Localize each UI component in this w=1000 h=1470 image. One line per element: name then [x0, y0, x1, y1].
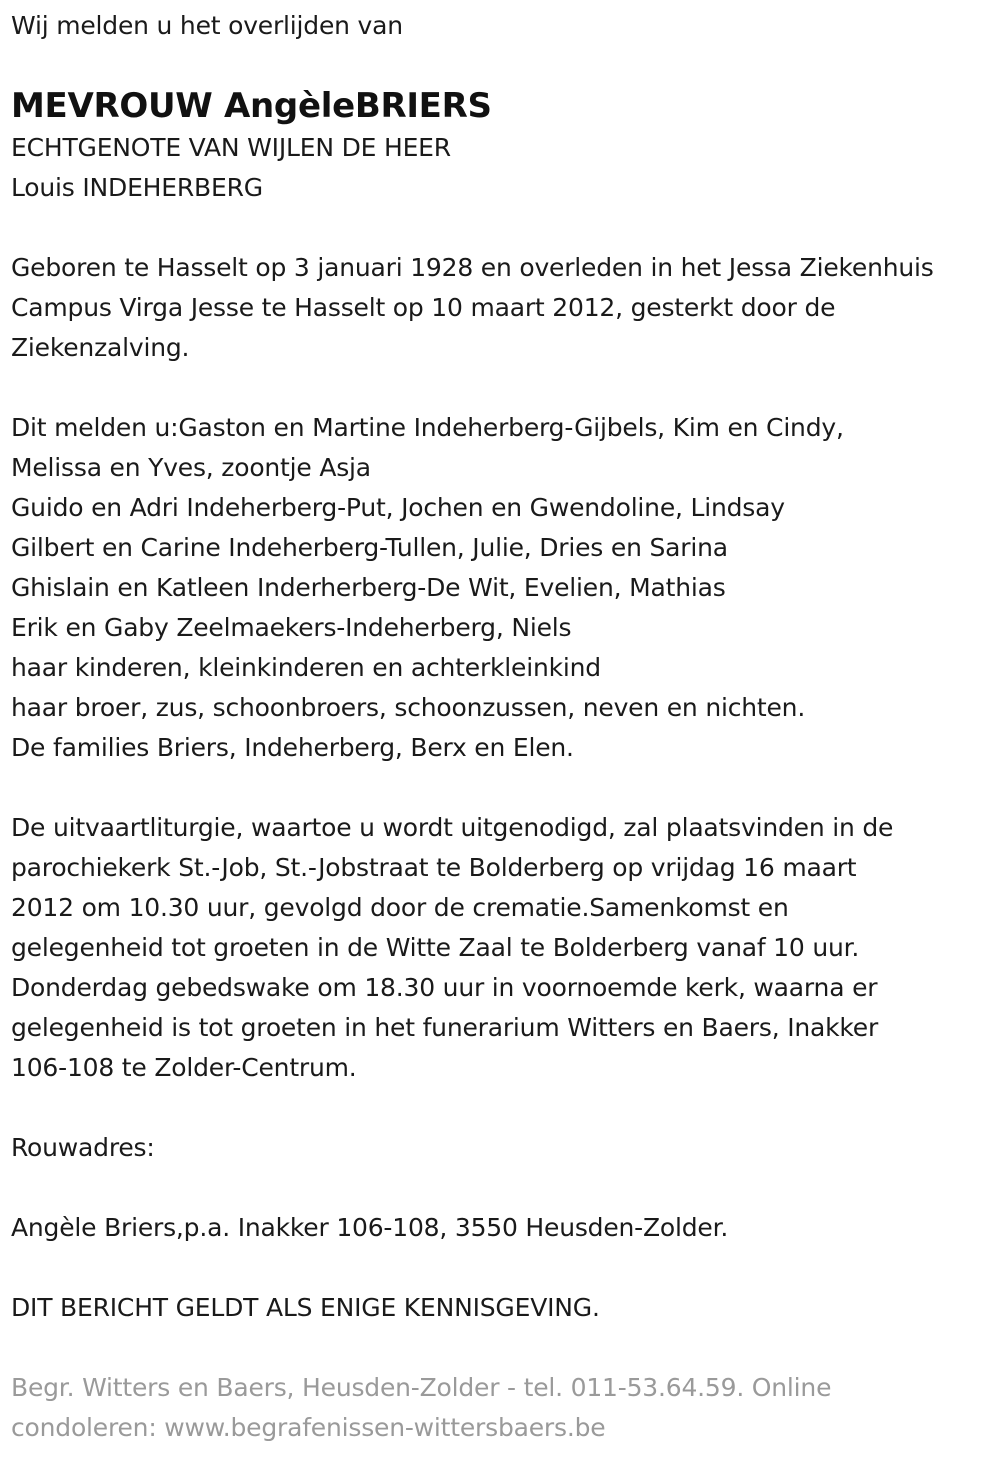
spacer — [11, 368, 996, 408]
spacer — [11, 1248, 996, 1288]
ceremony-line: parochiekerk St.-Job, St.-Jobstraat te Bolderberg op vrijdag 16 maart — [11, 853, 857, 882]
ceremony-line: De uitvaartliturgie, waartoe u wordt uitgenodigd, zal plaatsvinden in de — [11, 813, 894, 842]
spacer — [11, 768, 996, 808]
family-line: Guido en Adri Indeherberg-Put, Jochen en Gwendoline, Lindsay — [11, 493, 785, 522]
funeral-home-footer — [11, 1368, 996, 1448]
spacer — [11, 1168, 996, 1208]
family-line: Erik en Gaby Zeelmaekers-Indeherberg, Niels — [11, 613, 572, 642]
family-line: haar kinderen, kleinkinderen en achterkleinkind — [11, 653, 601, 682]
paragraph-line: Geboren te Hasselt op 3 januari 1928 en overleden in het Jessa Ziekenhuis — [11, 253, 934, 282]
notice-text: DIT BERICHT GELDT ALS ENIGE KENNISGEVING. — [11, 1293, 600, 1322]
footer-line: Begr. Witters en Baers, Heusden-Zolder - tel. 011-53.64.59. Online — [11, 1373, 832, 1402]
family-line: haar broer, zus, schoonbroers, schoonzussen, neven en nichten. — [11, 693, 806, 722]
family-line: Melissa en Yves, zoontje Asja — [11, 453, 371, 482]
ceremony-line: 106-108 te Zolder-Centrum. — [11, 1053, 357, 1082]
obituary-notice — [11, 6, 996, 1448]
paragraph-line: Ziekenzalving. — [11, 333, 190, 362]
spouse-line-1: ECHTGENOTE VAN WIJLEN DE HEER — [11, 133, 451, 162]
family-line: Ghislain en Katleen Inderherberg-De Wit, Evelien, Mathias — [11, 573, 726, 602]
address-label: Rouwadres: — [11, 1133, 155, 1162]
deceased-name: MEVROUW AngèleBRIERS — [11, 86, 492, 126]
mourning-address: Angèle Briers,p.a. Inakker 106-108, 3550 Heusden-Zolder. — [11, 1213, 729, 1242]
ceremony-line: gelegenheid tot groeten in de Witte Zaal te Bolderberg vanaf 10 uur. — [11, 933, 860, 962]
ceremony-line: gelegenheid is tot groeten in het funerarium Witters en Baers, Inakker — [11, 1013, 879, 1042]
spacer — [11, 1088, 996, 1128]
footer-line: condoleren: www.begrafenissen-wittersbaers.be — [11, 1413, 606, 1442]
spacer — [11, 208, 996, 248]
ceremony-line: 2012 om 10.30 uur, gevolgd door de crematie.Samenkomst en — [11, 893, 789, 922]
family-line: Dit melden u:Gaston en Martine Indeherberg-Gijbels, Kim en Cindy, — [11, 413, 844, 442]
spouse-line-2: Louis INDEHERBERG — [11, 173, 263, 202]
intro-text: Wij melden u het overlijden van — [11, 11, 403, 40]
spacer — [11, 1328, 996, 1368]
ceremony-line: Donderdag gebedswake om 18.30 uur in voornoemde kerk, waarna er — [11, 973, 878, 1002]
paragraph-line: Campus Virga Jesse te Hasselt op 10 maart 2012, gesterkt door de — [11, 293, 836, 322]
birth-death-paragraph — [11, 248, 996, 368]
family-line: Gilbert en Carine Indeherberg-Tullen, Julie, Dries en Sarina — [11, 533, 728, 562]
family-line: De families Briers, Indeherberg, Berx en Elen. — [11, 733, 574, 762]
family-paragraph — [11, 408, 996, 768]
ceremony-paragraph — [11, 808, 996, 1088]
